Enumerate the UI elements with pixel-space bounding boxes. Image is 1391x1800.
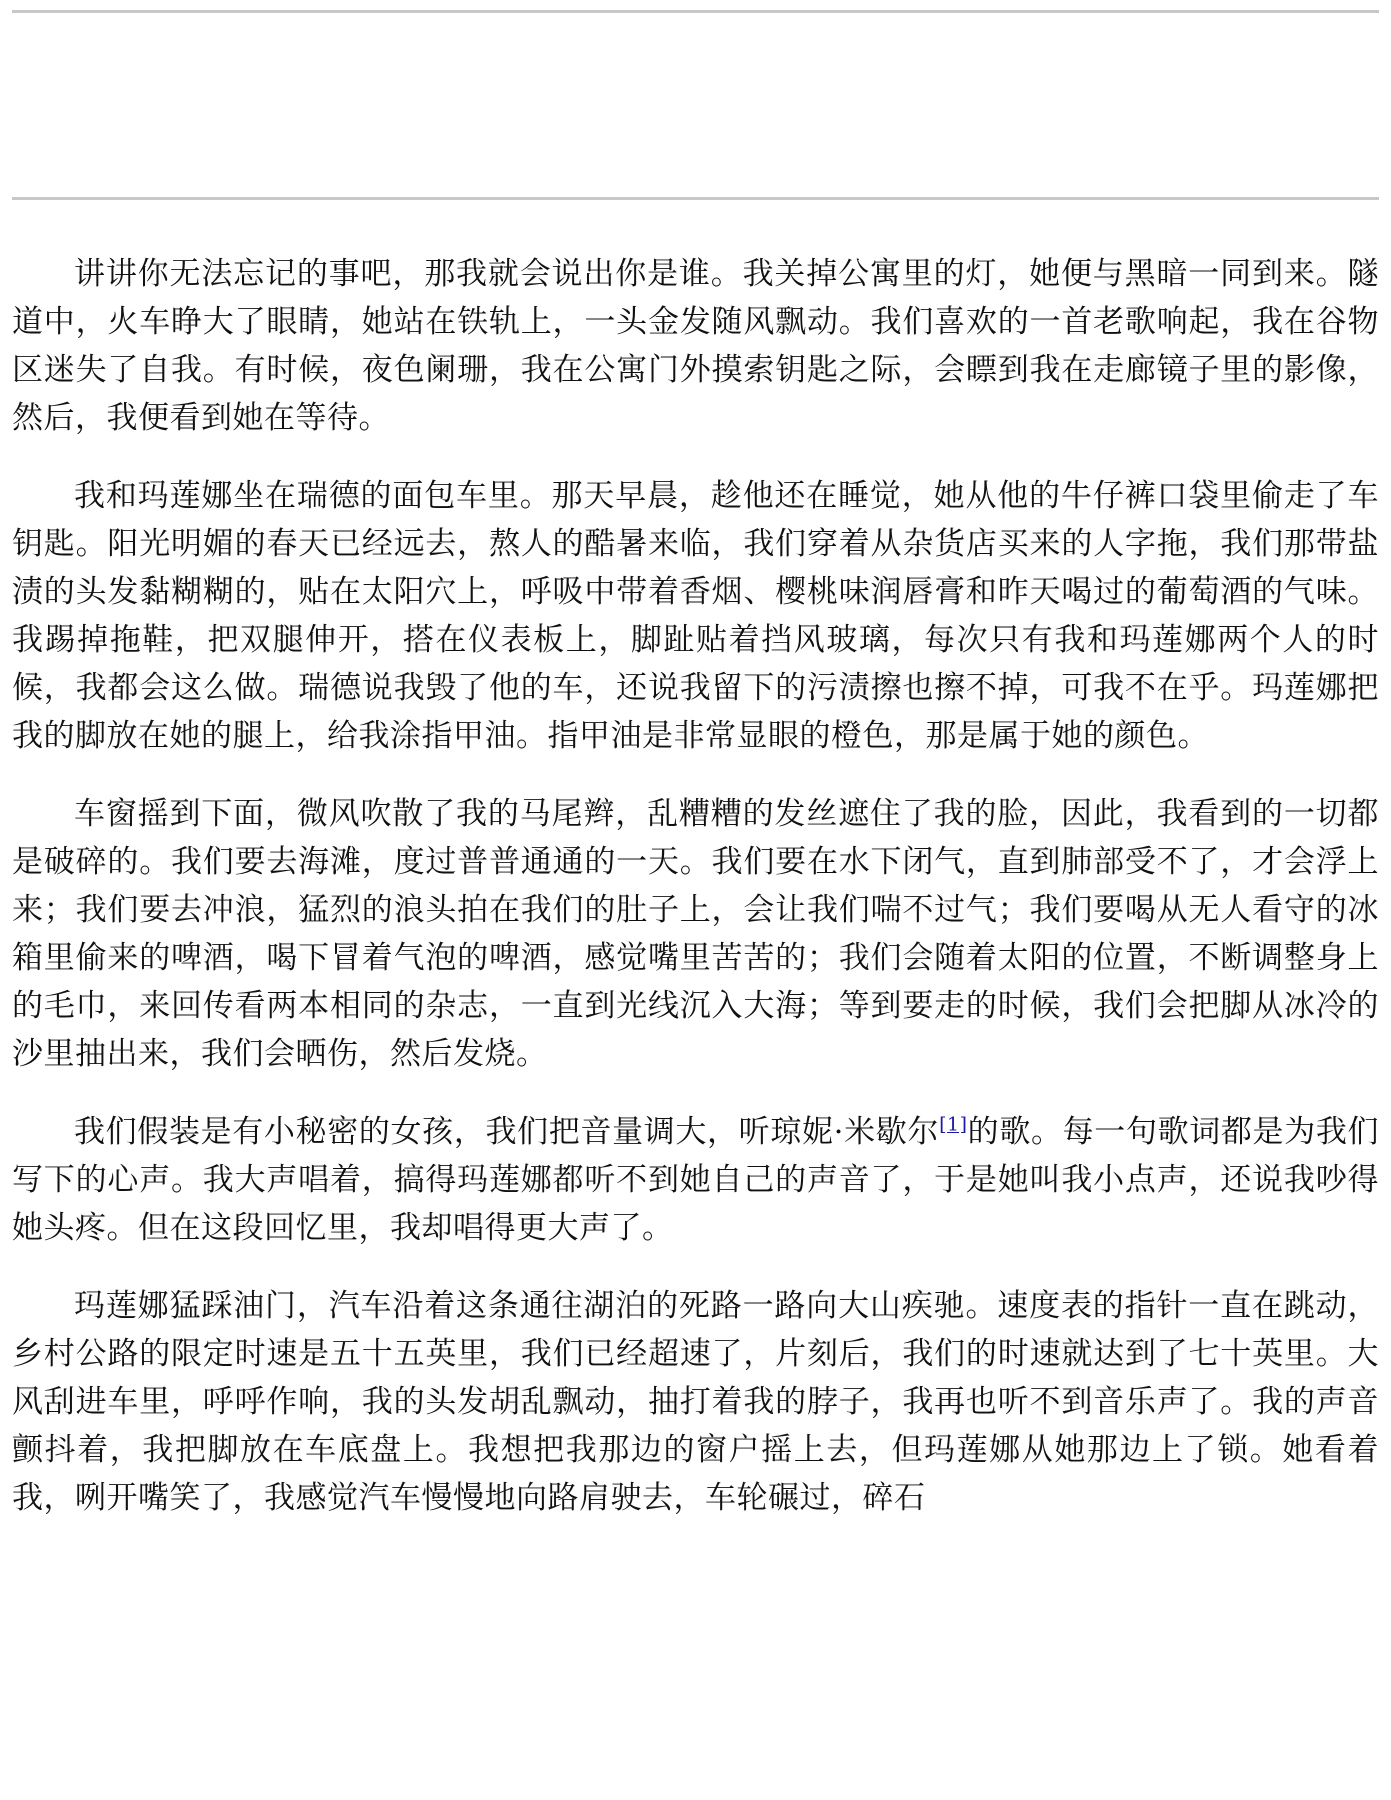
footnote-link-1[interactable]: [1] (939, 1113, 968, 1136)
chapter-body (12, 250, 1379, 1552)
paragraph-4-text-before: 我们假装是有小秘密的女孩，我们把音量调大，听琼妮·米歇尔 (74, 1114, 940, 1150)
paragraph-3: 车窗摇到下面，微风吹散了我的马尾辫，乱糟糟的发丝遮住了我的脸，因此，我看到的一切都是破碎的。我们要去海滩，度过普普通通的一天。我们要在水下闭气，直到肺部受不了，才会浮上来；我们要去冲浪，猛烈的浪头拍在我们的肚子上，会让我们喘不过气；我们要喝从无人看守的冰箱里偷来的啤酒，喝下冒着气泡的啤酒，感觉嘴里苦苦的；我们会随着太阳的位置，不断调整身上的毛巾，来回传看两本相同的杂志，一直到光线沉入大海；等到要走的时候，我们会把脚从冰冷的沙里抽出来，我们会晒伤，然后发烧。 (12, 796, 1379, 1072)
paragraph-5: 玛莲娜猛踩油门，汽车沿着这条通往湖泊的死路一路向大山疾驰。速度表的指针一直在跳动，乡村公路的限定时速是五十五英里，我们已经超速了，片刻后，我们的时速就达到了七十英里。大风刮进车里，呼呼作响，我的头发胡乱飘动，抽打着我的脖子，我再也听不到音乐声了。我的声音颤抖着，我把脚放在车底盘上。我想把我那边的窗户摇上去，但玛莲娜从她那边上了锁。她看着我，咧开嘴笑了，我感觉汽车慢慢地向路肩驶去，车轮碾过，碎石 (12, 1288, 1379, 1516)
top-divider (12, 10, 1379, 13)
paragraph-1: 讲讲你无法忘记的事吧，那我就会说出你是谁。我关掉公寓里的灯，她便与黑暗一同到来。隧道中，火车睁大了眼睛，她站在铁轨上，一头金发随风飘动。我们喜欢的一首老歌响起，我在谷物区迷失了自我。有时候，夜色阑珊，我在公寓门外摸索钥匙之际，会瞟到我在走廊镜子里的影像，然后，我便看到她在等待。 (12, 256, 1379, 436)
paragraph-2: 我和玛莲娜坐在瑞德的面包车里。那天早晨，趁他还在睡觉，她从他的牛仔裤口袋里偷走了车钥匙。阳光明媚的春天已经远去，熬人的酷暑来临，我们穿着从杂货店买来的人字拖，我们那带盐渍的头发黏糊糊的，贴在太阳穴上，呼吸中带着香烟、樱桃味润唇膏和昨天喝过的葡萄酒的气味。我踢掉拖鞋，把双腿伸开，搭在仪表板上，脚趾贴着挡风玻璃，每次只有我和玛莲娜两个人的时候，我都会这么做。瑞德说我毁了他的车，还说我留下的污渍擦也擦不掉，可我不在乎。玛莲娜把我的脚放在她的腿上，给我涂指甲油。指甲油是非常显眼的橙色，那是属于她的颜色。 (12, 478, 1379, 754)
paragraph-4-text-after: 的歌。每一句歌词都是为我们写下的心声。我大声唱着，搞得玛莲娜都听不到她自己的声音了，于是她叫我小点声，还说我吵得她头疼。但在这段回忆里，我却唱得更大声了。 (12, 1114, 1380, 1246)
header-divider (12, 197, 1379, 200)
paragraph-4 (12, 1108, 1379, 1252)
